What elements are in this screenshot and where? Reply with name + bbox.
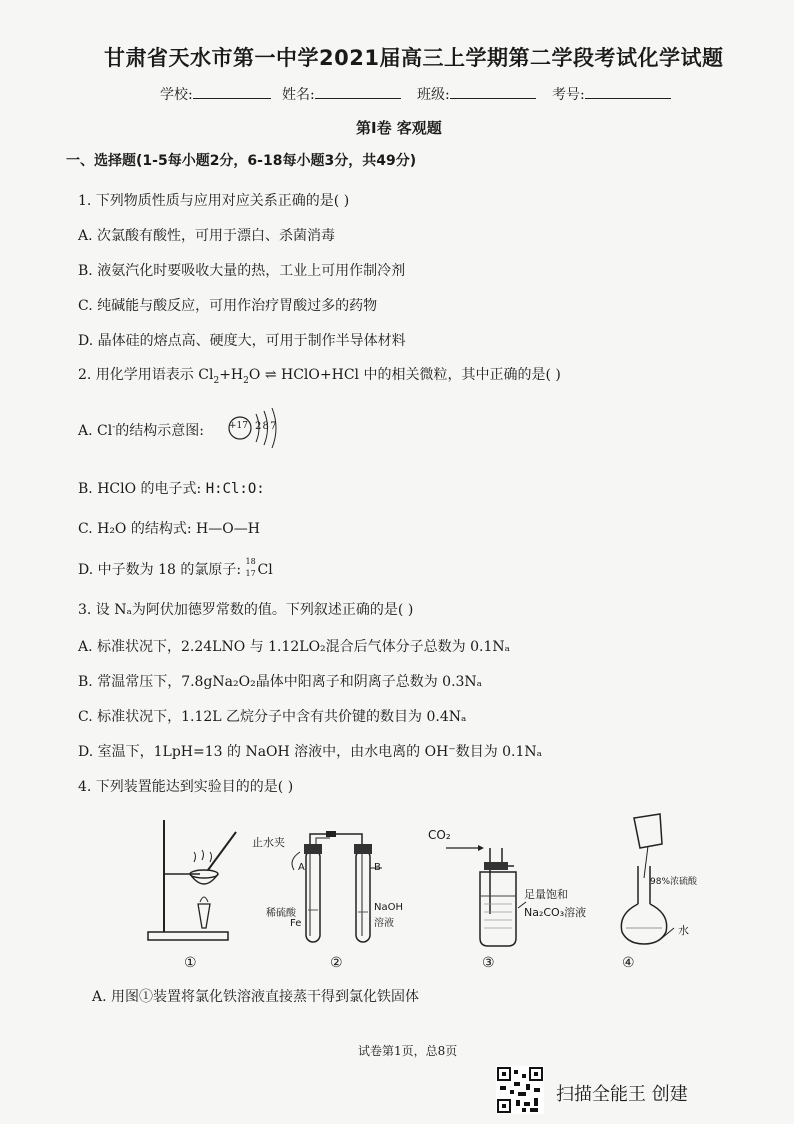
section-title: 第Ⅰ卷 客观题 — [356, 119, 442, 137]
clamp-label: 止水夹 — [252, 836, 285, 849]
apparatus-figure-3 — [428, 826, 588, 950]
tube-a-label: A — [298, 862, 305, 873]
scanner-watermark: 扫描全能王 创建 — [556, 1084, 688, 1105]
class-field — [417, 84, 536, 104]
q2-option-a — [78, 420, 204, 440]
nucleus-charge: +17 — [229, 421, 248, 431]
q4-stem: 4. 下列装置能达到实验目的的是( ) — [78, 779, 294, 795]
q2-a-sup: - — [112, 422, 116, 433]
co2-label: CO₂ — [428, 828, 451, 842]
q1-option-b: B. 液氨汽化时要吸收大量的热，工业上可用作制冷剂 — [78, 263, 406, 279]
school-field — [160, 84, 271, 104]
name-blank — [315, 84, 401, 99]
exam-title: 甘肃省天水市第一中学2021届高三上学期第二学段考试化学试题 — [104, 46, 724, 70]
q2-a-pre: A. Cl — [78, 423, 113, 439]
apparatus-figure-2 — [252, 830, 410, 950]
naoh-label: NaOH — [374, 902, 403, 913]
q1-stem: 1. 下列物质性质与应用对应关系正确的是( ) — [78, 193, 350, 209]
dilute-acid-label: 稀硫酸 — [266, 908, 296, 919]
cl-symbol: Cl — [257, 562, 273, 578]
q2-d-pre: D. 中子数为 18 的氯原子: — [78, 562, 242, 578]
figure-label-2: ② — [330, 955, 343, 971]
q4-option-a: A. 用图①装置将氯化铁溶液直接蒸干得到氯化铁固体 — [92, 989, 420, 1005]
figure-label-4: ④ — [622, 955, 635, 971]
cl-ion-structure-diagram — [226, 404, 286, 448]
reversible-arrow: ⇌ — [264, 367, 277, 383]
fe-label: Fe — [290, 918, 302, 929]
q3-option-b: B. 常温常压下，7.8gNa₂O₂晶体中阳离子和阴离子总数为 0.3Nₐ — [78, 674, 483, 690]
na2co3-label: Na₂CO₃溶液 — [524, 906, 587, 919]
q2-stem-mid: +H — [219, 367, 244, 383]
solution-label: 溶液 — [374, 918, 394, 929]
qr-code — [496, 1066, 544, 1114]
hclo-electron-formula: H:Cl:O: — [205, 481, 265, 497]
class-label: 班级: — [417, 87, 450, 103]
figure-label-1: ① — [184, 955, 197, 971]
part-title: 一、选择题(1-5每小题2分，6-18每小题3分，共49分) — [66, 153, 417, 169]
electron-shells: 2 8 7 — [255, 421, 276, 432]
q3-stem: 3. 设 Nₐ为阿伏加德罗常数的值。下列叙述正确的是( ) — [78, 602, 414, 618]
examno-label: 考号: — [552, 87, 585, 103]
q1-option-c: C. 纯碱能与酸反应，可用作治疗胃酸过多的药物 — [78, 298, 378, 314]
mass-number: 18 — [245, 557, 256, 566]
apparatus-figure-1 — [142, 812, 242, 952]
q3-option-c: C. 标准状况下，1.12L 乙烷分子中含有共价键的数目为 0.4Nₐ — [78, 709, 467, 725]
q2-option-c: C. H₂O 的结构式: H—O—H — [78, 521, 260, 537]
q2-option-d — [78, 559, 273, 579]
q1-option-a: A. 次氯酸有酸性，可用于漂白、杀菌消毒 — [78, 228, 336, 244]
q1-option-d: D. 晶体硅的熔点高、硬度大，可用于制作半导体材料 — [78, 333, 406, 349]
q2-option-b — [78, 478, 265, 498]
examno-blank — [585, 84, 671, 99]
page-footer: 试卷第1页，总8页 — [358, 1044, 458, 1058]
q2-b-pre: B. HClO 的电子式: — [78, 481, 202, 497]
figure-label-3: ③ — [482, 955, 495, 971]
atomic-number: 17 — [245, 569, 256, 578]
acid-label: 98%浓硫酸 — [650, 877, 698, 887]
examno-field — [552, 84, 671, 104]
apparatus-figure-4 — [604, 808, 724, 950]
saturated-label: 足量饱和 — [524, 888, 568, 901]
q3-option-d: D. 室温下，1LpH=13 的 NaOH 溶液中，由水电离的 OH⁻数目为 0.1Nₐ — [78, 744, 543, 760]
q2-stem: 2. 用化学用语表示 $Cl_2+H_2O$ ⇌ HClO+HCl 中的相关微粒，其中正确的是( ) — [78, 367, 561, 386]
q2-stem-post: HClO+HCl 中的相关微粒，其中正确的是( ) — [281, 367, 561, 383]
q2-a-post: 的结构示意图: — [115, 423, 204, 439]
school-blank — [193, 84, 271, 99]
name-field — [282, 84, 401, 104]
water-label: 水 — [678, 924, 689, 937]
q2-stem-pre: 2. 用化学用语表示 Cl — [78, 367, 214, 383]
q2-stem-mid2: O — [248, 367, 261, 383]
q3-option-a: A. 标准状况下，2.24LNO 与 1.12LO₂混合后气体分子总数为 0.1Nₐ — [78, 639, 511, 655]
name-label: 姓名: — [282, 87, 315, 103]
tube-b-label: B — [374, 862, 381, 873]
class-blank — [450, 84, 536, 99]
school-label: 学校: — [160, 87, 193, 103]
